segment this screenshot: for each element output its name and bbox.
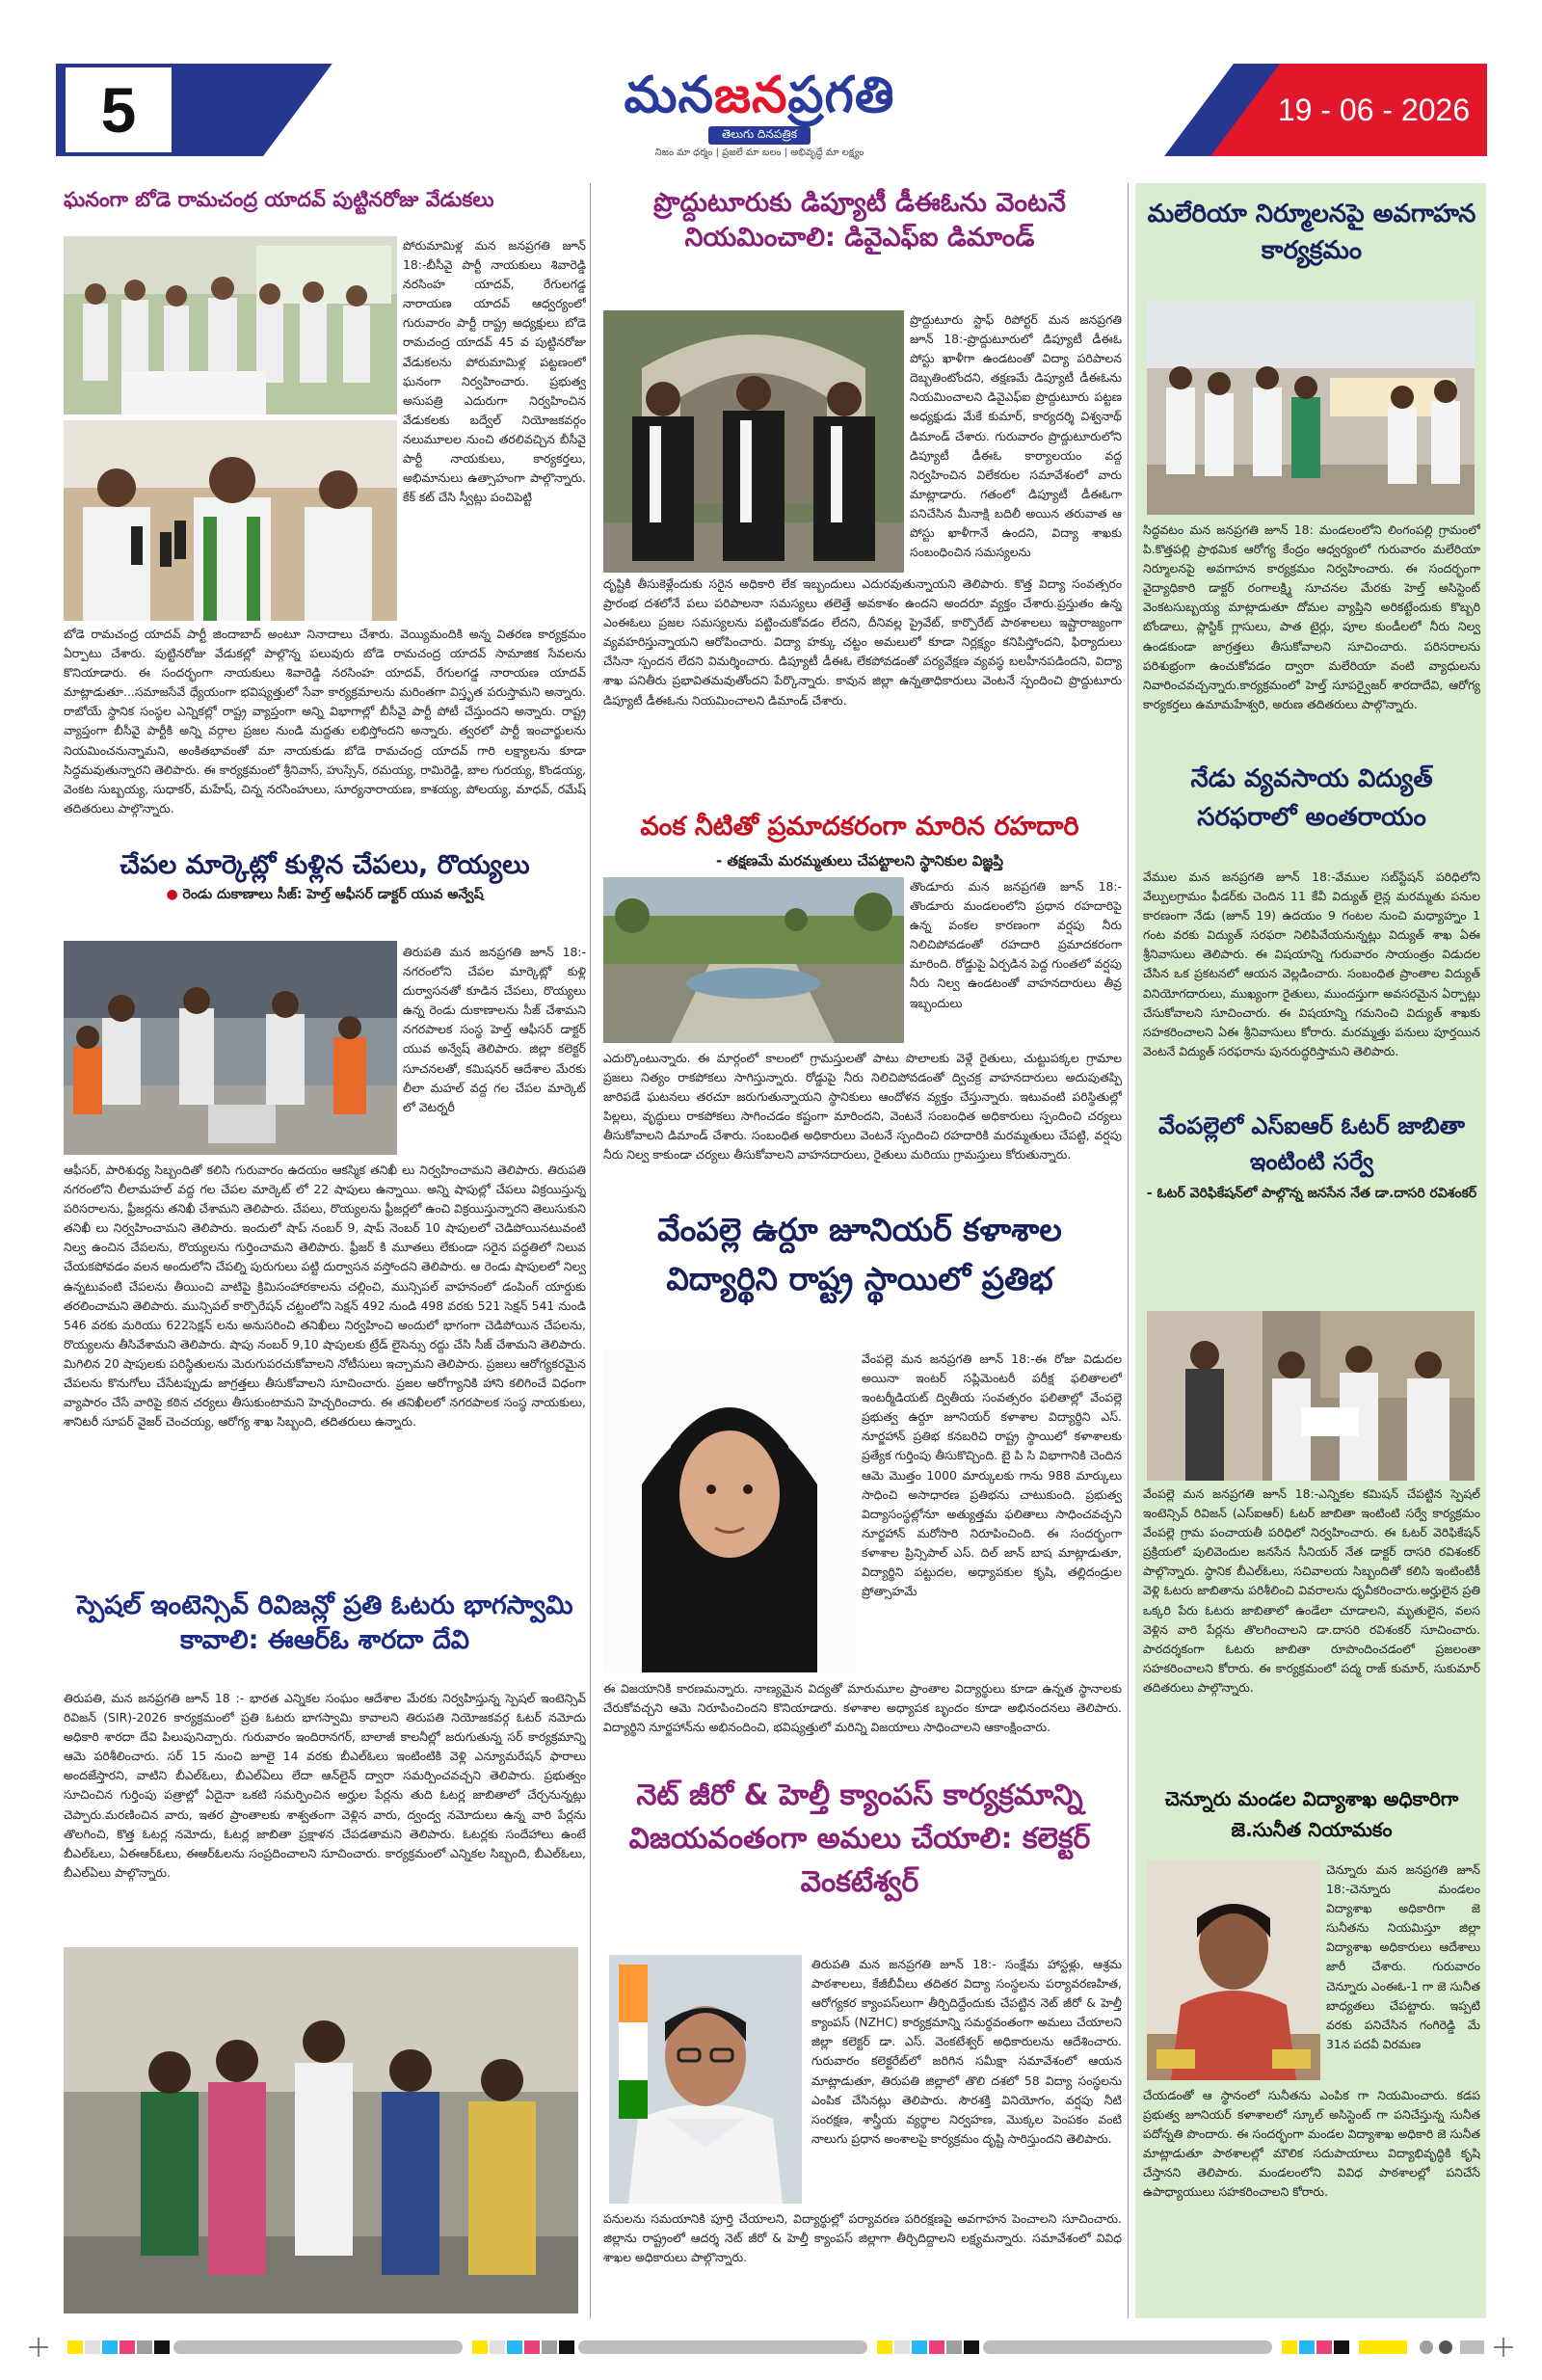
logo-motto: నిజం మా ధర్మం | ప్రజలే మా బలం | అభివృద్ధే మా లక్ష్యం — [654, 147, 864, 158]
column-divider — [590, 183, 591, 2318]
article-bode-body: బోడె రామచంద్ర యాదవ్ పార్టీ జిందాబాద్ అంటూ నినాదాలు చేశారు. వెయ్యిమందికి అన్న వితరణ కార్యక్రమం ఏర్పాటు చేశారు. పుట్టినరోజు వేడుకల్లో పాల్గొన్న పలువురు బోడె రామచంద్ర యాదవ్ సామాజిక సేవలను కొనియాడారు. ఈ సందర్భంగా నాయకులు శివారెడ్డి నరసింహ యాదవ్, రేగులగడ్డ నారాయణ యాదవ్ మాట్లాడుతూ...సమాజసేవే ధ్యేయంగా భవిష్యత్తులో సేవా కార్యక్రమాలను మరింతగా విస్తృత పరుస్తామని అన్నారు. రాబోయే స్థానిక సంస్థల ఎన్నికల్లో రాష్ట్ర వ్యాప్తంగా అన్ని విభాగాల్లో బీసీవై పార్టీ పోటీ చేస్తుందని అన్నారు. రాష్ట్ర వ్యాప్తంగా బీసీవై పార్టీకి అన్ని వర్గాల ప్రజల నుండి మద్దతు లభిస్తోందని అన్నారు. త్వరలో పార్టీ ఇంచార్జులను నియమించనున్నామని, అంకితభావంతో మా నాయకుడు బోడె రామచంద్ర యాదవ్ గారి లక్ష్యాలను కూడా సిద్ధమవుతున్నారని తెలిపారు. ఈ కార్యక్రమంలో శ్రీనివాస్, హుస్సేన్, రమయ్య, రామిరెడ్డి, బాల గురయ్య, కొండయ్య, వెంకట సుబ్బయ్య, సుధాకర్, మహేష్, చిన్న నరసింహులు, సూర్యనారాయణ, కాశయ్య, పోలయ్య, మాధవ్, రమేష్ తదితరులు పాల్గొన్నారు. — [64, 627, 586, 816]
article-urdu — [598, 1205, 1122, 1303]
survey-photo-icon — [64, 1947, 578, 2313]
article-bode — [64, 186, 584, 213]
door-survey-photo-icon — [1147, 1311, 1475, 1481]
headline: వేంపల్లెలో ఎస్ఐఆర్ ఓటర్ జాబితా ఇంటింటి సర్వే — [1158, 1112, 1465, 1176]
headline: చేపల మార్కెట్లో కుళ్లిన చేపలు, రొయ్యలు — [120, 850, 530, 880]
subhead — [64, 887, 586, 905]
article-meo — [1143, 1783, 1480, 1845]
page-number: 5 — [66, 67, 172, 152]
article-zhc — [598, 1774, 1122, 1904]
article-dyfi — [598, 186, 1122, 256]
article-malaria-body: సిద్ధవటం మన జనప్రగతి జూన్ 18: మండలంలోని లింగంపల్లి గ్రామంలో పి.కొత్తపల్లి ప్రాథమిక ఆరోగ్య కేంద్రం ఆధ్వర్యంలో గురువారం మలేరియా నిర్మూలనపై అవగాహన కార్యక్రమం నిర్వహించారు. ఈ సందర్భంగా వైద్యాధికారి డాక్టర్ రంగాలక్ష్మి సూచనల మేరకు హెల్త్ అసిస్టెంట్ వెంకటసుబ్బయ్య మాట్లాడుతూ దోమల వ్యాప్తిని అరికట్టేందుకు కొబ్బరి బోండాలు, ప్లాస్టిక్ గ్లాసులు, పాత టైర్లు, పూల కుండీలలో నీరు నిల్వ ఉండకుండా జాగ్రత్తలు తీసుకోవాలని సూచించారు. పరిసరాలను పరిశుభ్రంగా ఉంచుకోవడం ద్వారా మలేరియా వంటి వ్యాధులను నివారించవచ్చన్నారు.కార్యక్రమంలో హెల్త్ సూపర్వైజర్ శారదాదేవి, ఆరోగ్య కార్యకర్తలు ఉమామహేశ్వరి, అరుణ తదితరులు పాల్గొన్నారు. — [1143, 522, 1480, 711]
collector-portrait-icon — [609, 1955, 802, 2204]
article-meo-side-text: చెన్నూరు మన జనప్రగతి జూన్ 18:-చెన్నూరు మండలం విద్యాశాఖ అధికారిగా జె సునీతను నియమిస్తూ జిల్లా విద్యాశాఖ అధికారులు ఆదేశాలు జారీ చేశారు. గురువారం చెన్నూరు ఎంఈఓ-1 గా జె సునీత బాధ్యతలు చేపట్టారు. ఇప్పటి వరకు పనిచేసిన గంగిరెడ్డి మే 31న పదవీ విరమణ — [1326, 1862, 1480, 2051]
fish-market-photo-icon — [64, 941, 397, 1155]
subhead: - తక్షణమే మరమ్మతులు చేపట్టాలని స్థానికుల విజ్ఞప్తి — [715, 852, 1004, 870]
headline: ఘనంగా బోడె రామచంద్ర యాదవ్ పుట్టినరోజు వేడుకలు — [64, 188, 494, 211]
article-fish — [64, 848, 586, 905]
officer-portrait-icon — [1147, 1860, 1320, 2080]
article-zhc-side-text: తిరుపతి మన జనప్రగతి జూన్ 18:- సంక్షేమ హాస్టళ్లు, ఆశ్రమ పాఠశాలలు, కేజీబీవీలు తదితర విద్యా సంస్థలను పర్యావరణహిత, ఆరోగ్యకర క్యాంపస్‌లుగా తీర్చిదిద్దేందుకు చేపట్టిన నెట్ జీరో & హెల్తీ క్యాంపస్ (NZHC) కార్యక్రమాన్ని సమర్థవంతంగా అమలు చేయాలని జిల్లా కలెక్టర్ డా. ఎస్. వెంకటేశ్వర్ అధికారులను ఆదేశించారు. గురువారం కలెక్టరేట్‌లో జరిగిన సమీక్షా సమావేశంలో ఆయన మాట్లాడుతూ, తిరుపతి జిల్లాలో తొలి దశలో 58 విద్యా సంస్థలను ఎంపిక చేసినట్లు తెలిపారు. సౌరశక్తి వినియోగం, వర్షపు నీటి సంరక్షణ, శాస్త్రీయ వ్యర్థాల నిర్వహణ, మొక్కల పెంపకం వంటి నాలుగు ప్రధాన అంశాలపై కార్యక్రమం దృష్టి సారిస్తుందని తెలిపారు. — [811, 1957, 1122, 2146]
article-sir — [64, 1589, 586, 1659]
protest-photo-icon — [603, 310, 904, 573]
flooded-road-photo-icon — [603, 877, 904, 1043]
headline: నేడు వ్యవసాయ విద్యుత్ సరఫరాలో అంతరాయం — [1190, 764, 1433, 833]
article-urdu-body: ఈ విజయానికి కారణమన్నారు. నాణ్యమైన విద్యతో మారుమూల ప్రాంతాల విద్యార్థులు కూడా ఉన్నత స్థానాలకు చేరుకోవచ్చని ఆమె నిరూపించిందని కొనియాడారు. కళాశాల అధ్యాపక బృందం కూడా అభినందనలు తెలిపారు. విద్యార్థిని నూర్జహాన్‌ను అభినందించి, భవిష్యత్తులో మరిన్ని విజయాలు సాధించాలని ఆకాంక్షించారు. — [603, 1681, 1122, 1735]
article-road — [598, 810, 1122, 873]
headline: మలేరియా నిర్మూలనపై అవగాహన కార్యక్రమం — [1147, 200, 1476, 265]
logo-part2: జన — [714, 67, 788, 124]
logo-tagline: తెలుగు దినపత్రిక — [708, 126, 811, 145]
printer-registration-bar — [29, 2335, 1513, 2360]
logo-part3: ప్రగతి — [787, 67, 895, 124]
article-dyfi-body: దృష్టికి తీసుకెళ్లేందుకు సరైన అధికారి లేక ఇబ్బందులు ఎదురవుతున్నాయని తెలిపారు. కొత్త విద్యా సంవత్సరం ప్రారంభ దశలోనే పలు పరిపాలనా సమస్యలు తలెత్తే అవకాశం ఉందని అందరూ వ్యక్తం చేశారు.ప్రస్తుతం ఉన్న ఎంఈఓలు ప్రజల సమస్యలను పట్టించుకోవడం లేదని, దీనివల్ల ప్రైవేట్, కార్పొరేట్ పాఠశాలలు ఇష్టారాజ్యంగా వ్యవహరిస్తున్నాయని ఆరోపించారు. విద్యా హక్కు చట్టం అమలులో కూడా నిర్లక్ష్యం కనిపిస్తోందని, ఫిర్యాదులు చేసినా స్పందన లేదని విమర్శించారు. డిప్యూటీ డీఈఓ లేకపోవడంతో పర్యవేక్షణ వ్యవస్థ బలహీనపడిందని, విద్యా శాఖ పనితీరు ప్రభావితమవుతోందని పేర్కొన్నారు. కావున జిల్లా ఉన్నతాధికారులు వెంటనే స్పందించి ప్రొద్దుటూరు డిప్యూటీ డీఈఓను నియమించాలని డిమాండ్ చేశారు. — [603, 576, 1122, 708]
article-bode-side-text: పోరుమామిళ్ల మన జనప్రగతి జూన్ 18:-బీసీవై పార్టీ నాయకులు శివారెడ్డి నరసింహ యాదవ్, రేగులగడ్డ నారాయణ యాదవ్ ఆధ్వర్యంలో గురువారం పార్టీ రాష్ట్ర అధ్యక్షులు బోడె రామచంద్ర యాదవ్ 45 వ పుట్టినరోజు వేడుకలను పోరుమామిళ్ల పట్టణంలో ఘనంగా నిర్వహించారు. ప్రభుత్వ అసుపత్రి ఎదురుగా నిర్వహించిన వేడుకలకు బద్వేల్ నియోజకవర్గం నలుమూలల నుంచి తరలివచ్చిన బీసీవై పార్టీ నాయకులు, కార్యకర్తలు, అభిమానులు ఉత్సాహంగా పాల్గొన్నారు. కేక్ కట్ చేసి స్వీట్లు పంచిపెట్టి — [403, 238, 586, 505]
article-power — [1143, 760, 1480, 838]
masthead — [56, 64, 1487, 156]
headline: వేంపల్లె ఉర్దూ జూనియర్ కళాశాల విద్యార్థిని రాష్ట్ర స్థాయిలో ప్రతిభ — [657, 1211, 1062, 1298]
column-divider — [1128, 183, 1129, 2318]
press-meet-photo-icon — [64, 420, 397, 621]
article-fish-body: ఆఫీసర్, పారిశుధ్య సిబ్బందితో కలిసి గురువారం ఉదయం ఆకస్మిక తనిఖీ లు నిర్వహించామని తెలిపారు. తిరుపతి నగరంలోని లీలామహల్ వద్ద గల చేపల మార్కెట్ లో 22 షాపులు ఉన్నాయి. అన్ని షాపుల్లో చేపలు విక్రయిస్తున్న పరిసరాలను, ఫ్రీజర్లను తనిఖీ చేశామని తెలిపారు. చేపలు, రొయ్యలను ఫ్రీజర్లలో ఉంచి విక్రయిస్తున్నారని తెలుసుకుని తనిఖీ లు నిర్వహించామని తెలిపారు. ఇందులో షాప్ నంబర్ 9, షాప్ నెంబర్ 10 షాపులలో చెడిపోయినటువంటి నిల్వ ఉంచిన చేపలను, రొయ్యలను గుర్తించామని తెలిపారు. ఫ్రీజర్ కి మూతలు లేకుండా సరైన పద్ధతిలో నిలువ చేయకపోవడం వలన అందులోని చేపల్ని పురుగులు పట్టి దుర్వాసన వస్తోందని తెలిపారు. ఆ రెండు షాపులలో నిల్వ ఉన్నటువంటి చేపలను తీయించి వాటిపై క్రిమిసంహారకాలను చల్లించి, మున్సిపల్ వాహనంలో డంపింగ్ యార్డుకు తరలించామని తెలిపారు. మున్సిపల్ కార్పొరేషన్ చట్టంలోని సెక్షన్ 492 నుండి 498 వరకు 521 సెక్షన్ 541 నుండి 546 వరకు మరియు 622సెక్షన్ లను అనుసరించి తనిఖీలు నిర్వహించి అందులో భాగంగా చెడిపోయిన చేపలను, రొయ్యలను తీసివేశామని తెలిపారు. షాపు నంబర్ 9,10 షాపులకు ట్రేడ్ లైసెన్సు రద్దు చేసి సీజ్ చేశామని తెలిపారు. మిగిలిన 20 షాపులకు పరిస్థితులను మెరుగుపరచుకోవాలని నోటీసులు ఇచ్చామని తెలిపారు. ప్రజలు ఆరోగ్యకరమైన చేపలను కొనుగోలు చేసేటప్పుడు జాగ్రత్తలు తీసుకోవాలని సూచించారు. ప్రజల ఆరోగ్యానికి హాని కలిగించే విధంగా వ్యాపారం చేసే వారిపై కఠిన చర్యలు తీసుకుంటామని హెచ్చరించారు. ఈ తనిఖీలలో నగరపాలక సంస్థ నాయకులు, శానిటరీ సూపర్ వైజర్ చెంచయ్య, ఆరోగ్య శాఖ సిబ్బంది, తదితరులు ఉన్నారు. — [64, 1163, 586, 1430]
subhead: - ఓటర్ వెరిఫికేషన్‌లో పాల్గొన్న జనసేన నేత డా.దాసరి రవిశంకర్ — [1146, 1186, 1477, 1202]
article-voter-body: వేంపల్లె మన జనప్రగతి జూన్ 18:-ఎన్నికల కమిషన్ చేపట్టిన స్పెషల్ ఇంటెన్సివ్ రివిజన్ (ఎస్ఐఆర్) ఓటర్ జాబితా ఇంటింటి సర్వే కార్యక్రమం వేంపల్లె గ్రామ పంచాయతీ పరిధిలో నిర్వహించారు. ఈ ఓటర్ వెరిఫికేషన్ ప్రక్రియలో పులివెందుల జనసేన సీనియర్ నేత డాక్టర్ దాసరి రవిశంకర్ పాల్గొన్నారు. స్థానిక బీఎల్ఓలు, సచివాలయ సిబ్బందితో కలిసి ఇంటింటికీ వెళ్లి ఓటరు జాబితాను పరిశీలించి వివరాలను ధృవీకరించారు.అర్హులైన ప్రతి ఒక్కరి పేరు ఓటరు జాబితాలో ఉండేలా చూడాలని, మృతులైన, వలస వెళ్లిన వారి పేర్లను తొలగించాలని డా.దాసరి రవిశంకర్ సూచించారు. పారదర్శకంగా ఓటరు జాబితా రూపొందించడంలో ప్రజలంతా సహకరించాలని కోరారు. ఈ కార్యక్రమంలో పద్మ రాజ్ కుమార్, సుకుమార్ తదితరులు పాల్గొన్నారు. — [1143, 1486, 1480, 1695]
newspaper-logo — [557, 67, 962, 158]
article-sir-body: తిరుపతి, మన జనప్రగతి జూన్ 18 :- భారత ఎన్నికల సంఘం ఆదేశాల మేరకు నిర్వహిస్తున్న స్పెషల్ ఇంటెన్సివ్ రివిజన్ (SIR)-2026 కార్యక్రమంలో ప్రతి ఓటరు భాగస్వామి కావాలని తిరుపతి నియోజకవర్గ ఓటర్ నమోదు అధికారి శారదా దేవి పిలుపునిచ్చారు. గురువారం ఇందిరానగర్, బాలాజీ కాలనీల్లో జరుగుతున్న సర్ కార్యక్రమాన్ని ఆమె పరిశీలించారు. సర్ 15 నుంచి జూలై 14 వరకు బీఎల్ఓలు ఇంటింటికి వెళ్లి ఎన్యూమరేషన్ ఫారాలు అందజేస్తారని, వాటిని బీఎల్ఓలు, బీఎల్ఏలు లేదా ఆన్‌లైన్ ద్వారా సమర్పించవచ్చని తెలిపారు. ప్రభుత్వం సూచించిన గుర్తింపు పత్రాల్లో ఏదైనా ఒకటి సమర్పించిన అర్హుల పేర్లను తుది ఓటర్ల జాబితాలో చేర్చనున్నట్లు చెప్పారు.మరణించిన వారు, ఇతర ప్రాంతాలకు శాశ్వతంగా వెళ్లిన వారు, ద్వంద్వ నమోదులు ఉన్న వారి పేర్లను తొలగించి, కొత్త ఓటర్ల నమోదు, ఓటర్ల జాబితా ప్రక్షాళన చేపడతామని తెలిపారు. ఓటర్లకు సందేహాలు ఉంటే బీఎల్ఓలు, ఏఈఆర్ఓలు, ఈఆర్ఓలను సంప్రదించాలని సూచించారు. కార్యక్రమంలో ఎన్నికల సిబ్బంది, బీఎల్ఓలు, బీఎల్ఏలు పాల్గొన్నారు. — [64, 1691, 586, 1880]
article-malaria — [1143, 197, 1480, 269]
article-dyfi-side-text: ప్రొద్దుటూరు స్టాఫ్ రిపోర్టర్ మన జనప్రగతి జూన్ 18:-ప్రొద్దుటూరులో డిప్యూటీ డీఈఓ పోస్టు ఖాళీగా ఉండటంతో విద్యా పరిపాలన దెబ్బతింటోందని, తక్షణమే డిప్యూటీ డీఈఓను నియమించాలని డివైఎఫ్ఐ ప్రొద్దుటూరు పట్టణ అధ్యక్షుడు మేకే కుమార్, కార్యదర్శి విశ్వనాథ్ డిమాండ్ చేశారు. గురువారం ప్రొద్దుటూరులోని డిప్యూటీ డీఈఓ కార్యాలయం వద్ద నిర్వహించిన విలేకరుల సమావేశంలో వారు మాట్లాడారు. గతంలో డిప్యూటీ డీఈఓగా పనిచేసిన మీనాక్షి బదిలీ అయిన తరువాత ఆ పోస్టు ఖాళీగానే ఉందని, విద్యా శాఖకు సంబంధించిన సమస్యలను — [910, 312, 1122, 560]
headline: ప్రొద్దుటూరుకు డిప్యూటీ డీఈఓను వెంటనే నియమించాలి: డివైఎఫ్ఐ డిమాండ్ — [653, 188, 1066, 254]
bullet-icon: ● — [166, 887, 178, 903]
article-fish-side-text: తిరుపతి మన జనప్రగతి జూన్ 18:- నగరంలోని చేపల మార్కెట్లో కుళ్లి దుర్వాసనతో కూడిన చేపలు, రొయ్యలు ఉన్న రెండు దుకాణాలను సీజ్ చేశామని నగరపాలక సంస్థ హెల్త్ ఆఫీసర్ డాక్టర్ యువ అన్వేష్ తెలిపారు. జిల్లా కలెక్టర్ సూచనలతో, కమిషనర్ ఆదేశాల మేరకు లీలా మహల్ వద్ద గల చేపల మార్కెట్ లో వెటర్నరీ — [403, 945, 586, 1114]
article-road-body: ఎదుర్కొంటున్నారు. ఈ మార్గంలో కాలంలో గ్రామస్తులతో పాటు పొలాలకు వెళ్లే రైతులు, చుట్టుపక్కల గ్రామాల ప్రజలు నిత్యం రాకపోకలు సాగిస్తున్నారు. రోడ్డుపై నీరు నిలిచిపోవడంతో ద్విచక్ర వాహనదారులు అదుపుతప్పి జారిపడే ఘటనలు తరచూ జరుగుతున్నాయని స్థానికులు ఆందోళన వ్యక్తం చేస్తున్నారు. ఇటువంటి పరిస్థితుల్లో పిల్లలు, వృద్ధులు రాకపోకలు సాగించడం కష్టంగా మారిందని, వెంటనే సంబంధిత అధికారులు స్పందించి చర్యలు తీసుకోవాలని డిమాండ్ చేశారు. సంబంధిత అధికారులు వెంటనే స్పందించి రహదారికి మరమ్మతులు చేపట్టి, వర్షపు నీరు నిల్వ కాకుండా చర్యలు తీసుకోవాలని వాహనదారులు, రైతులు మరియు గ్రామస్తులు కోరుతున్నారు. — [603, 1051, 1122, 1163]
headline: స్పెషల్ ఇంటెన్సివ్ రివిజన్లో ప్రతి ఓటరు భాగస్వామి కావాలి: ఈఆర్ఓ శారదా దేవి — [76, 1591, 573, 1656]
subhead-text: రెండు దుకాణాలు సీజ్: హెల్త్ ఆఫీసర్ డాక్టర్ యువ అన్వేష్ — [182, 887, 484, 903]
article-road-side-text: తొండూరు మన జనప్రగతి జూన్ 18:-తొండూరు మండలంలోని ప్రధాన రహదారిపై ఉన్న వంకల కారణంగా వర్షపు నీరు నిలిచిపోవడంతో రహదారి ప్రమాదకరంగా మారింది. రోడ్డుపై ఏర్పడిన పెద్ద గుంతలో వర్షపు నీరు నిల్వ ఉండటంతో వాహనదారులు తీవ్ర ఇబ్బందులు — [910, 879, 1122, 1010]
article-power-body: వేముల మన జనప్రగతి జూన్ 18:-వేముల సబ్‌స్టేషన్ పరిధిలోని వేల్పులగ్రామం ఫీడర్‌కు చెందిన 11 కేవీ విద్యుత్ లైన్ల మరమ్మతు పనుల కారణంగా నేడు (జూన్ 19) ఉదయం 9 గంటల నుంచి మధ్యాహ్నం 1 గంట వరకు విద్యుత్ సరఫరా నిలిపివేయనున్నట్లు విద్యుత్ శాఖ ఏఈ శ్రీనివాసులు తెలిపారు. ఈ విషయాన్ని గురువారం సాయంత్రం విడుదల చేసిన ఒక ప్రకటనలో ఆయన వెల్లడించారు. సంబంధిత ప్రాంతాల విద్యుత్ వినియోగదారులు, ముఖ్యంగా రైతులు, ముందస్తుగా అవసరమైన ఏర్పాట్లు చేసుకోవాలని సూచించారు. ఈ విషయాన్ని గమనించి విద్యుత్ శాఖకు సహకరించాలని ఏఈ శ్రీనివాసులు కోరారు. మరమ్మత్తు పనులు పూర్తయిన వెంటనే విద్యుత్ సరఫరాను పునరుద్ధరిస్తామని తెలిపారు. — [1143, 869, 1480, 1058]
group-photo-icon — [64, 236, 397, 414]
article-zhc-body: పనులను సమయానికి పూర్తి చేయాలని, విద్యార్థుల్లో పర్యావరణ పరిరక్షణపై అవగాహన పెంచాలని సూచించారు. జిల్లాను రాష్ట్రంలో ఆదర్శ నెట్ జీరో & హెల్తీ క్యాంపస్ జిల్లాగా తీర్చిదిద్దాలని లక్ష్యమన్నారు. సమావేశంలో వివిధ శాఖల అధికారులు పాల్గొన్నారు. — [603, 2211, 1122, 2265]
student-portrait-icon — [603, 1350, 856, 1672]
article-urdu-side-text: వేంపల్లె మన జనప్రగతి జూన్ 18:-ఈ రోజు విడుదల అయినా ఇంటర్ సప్లిమెంటరీ పరీక్ష ఫలితాలలో ఇంటర్మీడియట్ ద్వితీయ సంవత్సరం ఫలితాల్లో వేంపల్లె ప్రభుత్వ ఉర్దూ జూనియర్ కళాశాల విద్యార్థిని ఎస్. నూర్జహాన్ ప్రతిభ కనబరిచి రాష్ట్ర స్థాయిలో కళాశాలకు ప్రత్యేక గుర్తింపు తీసుకొచ్చింది. బై పి సి విభాగానికి చెందిన ఆమె మొత్తం 1000 మార్కులకు గాను 988 మార్కులు సాధించి అసాధారణ ప్రతిభను చాటుకుంది. ప్రభుత్వ విద్యాసంస్థల్లోనూ అత్యుత్తమ ఫలితాలు సాధించవచ్చని నూర్జహాన్ మరోసారి నిరూపించింది. ఈ సందర్భంగా కళాశాల ప్రిన్సిపాల్ ఎస్. దిల్ జాన్ బాష మాట్లాడుతూ, విద్యార్థిని పట్టుదల, అధ్యాపకుల కృషి, తల్లిదండ్రుల ప్రోత్సాహమే — [862, 1351, 1122, 1599]
headline: వంక నీటితో ప్రమాదకరంగా మారిన రహదారి — [640, 812, 1079, 842]
article-voter — [1143, 1109, 1480, 1204]
logo-part1: మన — [624, 67, 715, 124]
article-meo-body: చేయడంతో ఆ స్థానంలో సునీతను ఎంపిక గా నియమించారు. కడప ప్రభుత్వ జూనియర్ కళాశాలలో స్కూల్ అసిస్టెంట్ గా పనిచేస్తున్న సునీత పదోన్నతి పొందారు. ఈ సందర్భంగా మండల విద్యాశాఖ అధికారి జె సునీత మాట్లాడుతూ పాఠశాలల్లో మౌలిక సదుపాయాలు విద్యాభివృద్ధికి కృషి చేస్తానని తెలిపారు. మండలంలోని వివిధ పాఠశాలల్లో పనిచేసే ఉపాధ్యాయులు సహకరించాలని కోరారు. — [1143, 2088, 1480, 2200]
headline: చెన్నూరు మండల విద్యాశాఖ అధికారిగా జె.సునీత నియామకం — [1164, 1787, 1459, 1841]
publication-date: 19 - 06 - 2026 — [1277, 93, 1471, 127]
rally-photo-icon — [1147, 301, 1475, 515]
headline: నెట్ జీరో & హెల్తీ క్యాంపస్ కార్యక్రమాన్ని విజయవంతంగా అమలు చేయాలి: కలెక్టర్ వెంకటేశ్వర్ — [628, 1778, 1091, 1899]
